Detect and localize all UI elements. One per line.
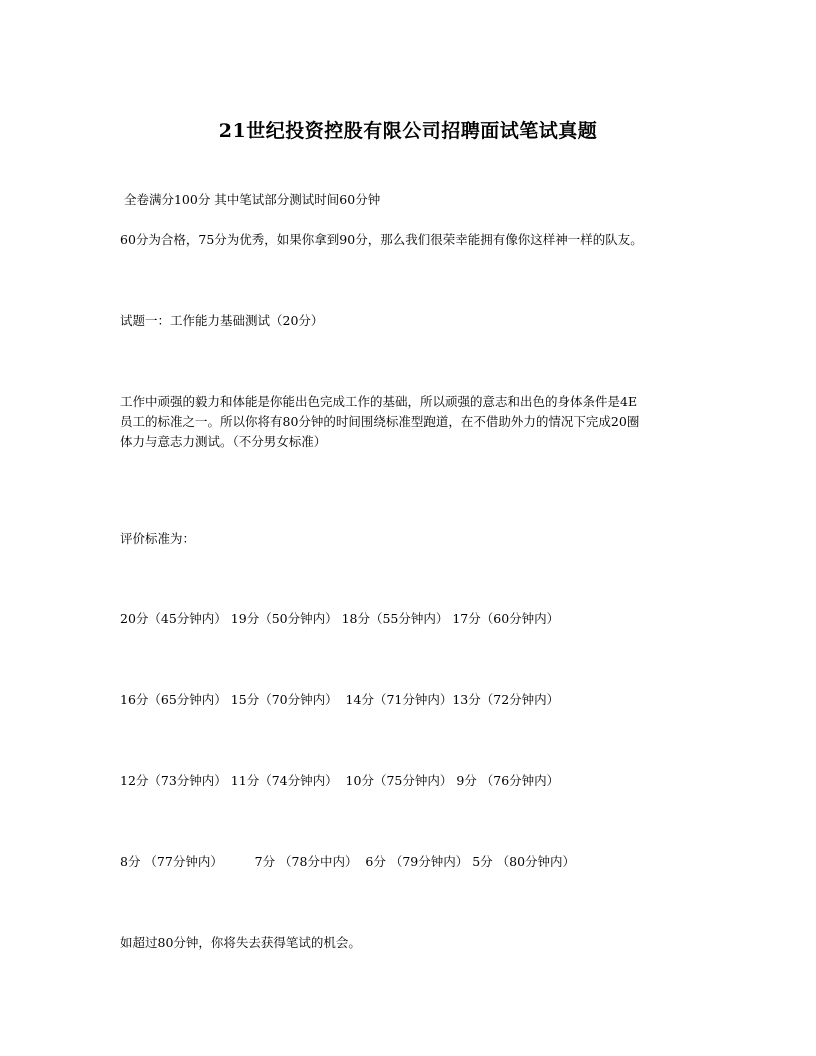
question-1-body-line: 工作中顽强的毅力和体能是你能出色完成工作的基础，所以顽强的意志和出色的身体条件是4E: [120, 394, 638, 409]
question-1-heading: 试题一：工作能力基础测试（20分）: [120, 313, 324, 328]
score-row: 16分（65分钟内） 15分（70分钟内） 14分（71分钟内）13分（72分钟内）: [120, 692, 560, 707]
question-1-body-line: 体力与意志力测试。（不分男女标准）: [120, 434, 327, 449]
intro-line-2: 60分为合格，75分为优秀，如果你拿到90分，那么我们很荣幸能拥有像你这样神一样的队友。: [120, 232, 643, 247]
closing-note: 如超过80分钟，你将失去获得笔试的机会。: [120, 935, 361, 950]
question-1-body: [120, 392, 700, 452]
question-1-body-line: 员工的标准之一。所以你将有80分钟的时间围绕标准型跑道，在不借助外力的情况下完成20圈: [120, 414, 640, 429]
score-row: 8分 （77分钟内） 7分 （78分中内） 6分 （79分钟内） 5分 （80分钟内）: [120, 854, 576, 869]
intro-line-1: 全卷满分100分 其中笔试部分测试时间60分钟: [120, 192, 381, 207]
criteria-heading: 评价标准为：: [120, 531, 196, 546]
score-row: 12分（73分钟内） 11分（74分钟内） 10分（75分钟内） 9分 （76分钟内）: [120, 773, 560, 788]
document-title: 21世纪投资控股有限公司招聘面试笔试真题: [218, 120, 598, 142]
score-row: 20分（45分钟内） 19分（50分钟内） 18分（55分钟内） 17分（60分钟内）: [120, 611, 560, 626]
